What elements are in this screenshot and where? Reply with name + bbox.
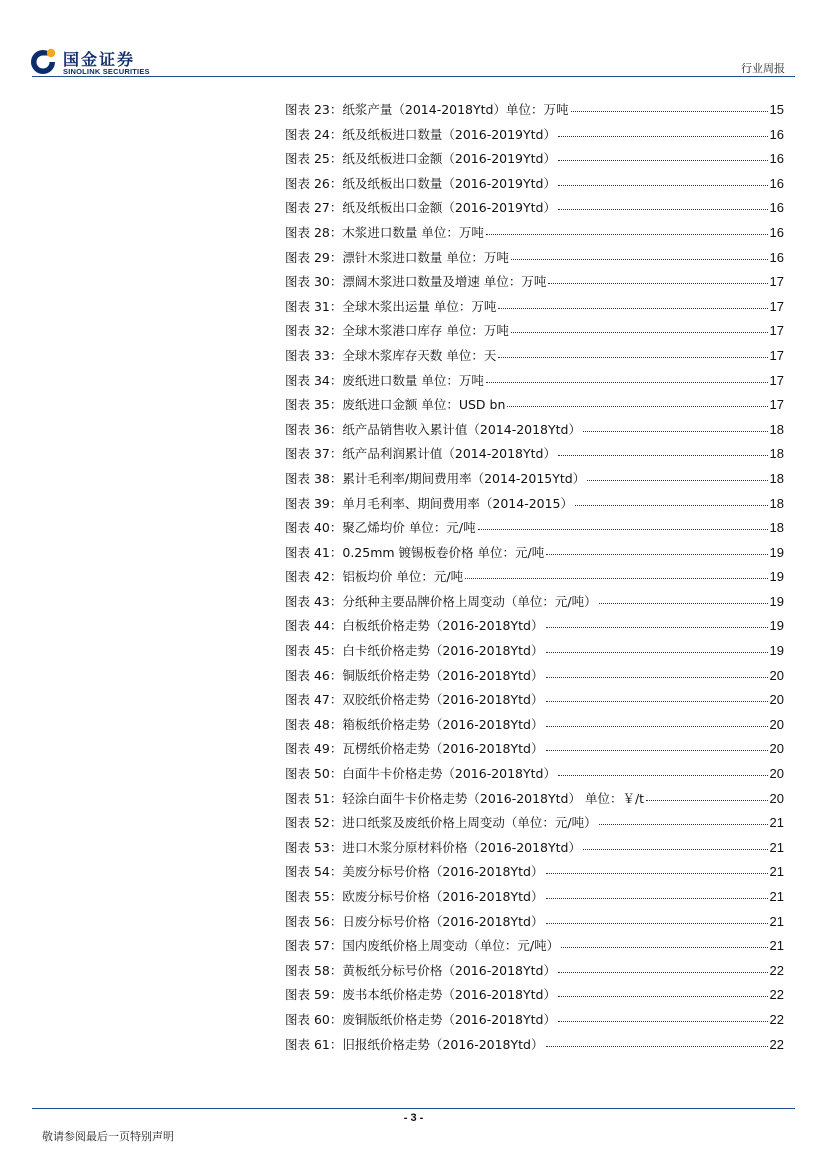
toc-entry-page: 16: [769, 126, 784, 142]
toc-entry-page: 18: [769, 495, 784, 511]
toc-dot-leader: [486, 223, 768, 235]
toc-entry-page: 19: [769, 569, 784, 585]
toc-entry[interactable]: [285, 862, 784, 887]
toc-dot-leader: [546, 739, 768, 751]
toc-entry[interactable]: [285, 346, 784, 371]
toc-entry-title: 图表 23：纸浆产量（2014-2018Ytd）单位：万吨: [285, 102, 569, 117]
toc-entry-title: 图表 28：木浆进口数量 单位：万吨: [285, 224, 484, 240]
toc-entry-title: 图表 51：轻涂白面牛卡价格走势（2016-2018Ytd） 单位：￥/t: [285, 790, 645, 806]
toc-dot-leader: [507, 395, 767, 407]
toc-entry-page: 20: [769, 741, 784, 757]
toc-dot-leader: [558, 1010, 768, 1022]
toc-entry[interactable]: [285, 248, 784, 273]
toc-entry-page: 19: [769, 618, 784, 634]
toc-dot-leader: [548, 272, 767, 284]
toc-entry-page: 21: [769, 815, 784, 831]
toc-entry-title: 图表 29：漂针木浆进口数量 单位：万吨: [285, 249, 509, 265]
toc-entry-title: 图表 26：纸及纸板出口数量（2016-2019Ytd）: [285, 175, 556, 191]
toc-dot-leader: [599, 592, 768, 604]
toc-entry-page: 19: [769, 544, 784, 560]
toc-entry[interactable]: [285, 641, 784, 666]
toc-entry[interactable]: [285, 395, 784, 420]
toc-entry-title: 图表 34：废纸进口数量 单位：万吨: [285, 372, 484, 388]
toc-entry-title: 图表 25：纸及纸板进口金额（2016-2019Ytd）: [285, 151, 556, 167]
toc-entry[interactable]: [285, 961, 784, 986]
toc-entry-title: 图表 54：美废分标号价格（2016-2018Ytd）: [285, 864, 544, 880]
toc-entry-title: 图表 37：纸产品利润累计值（2014-2018Ytd）: [285, 446, 556, 462]
toc-entry-title: 图表 47：双胶纸价格走势（2016-2018Ytd）: [285, 692, 544, 708]
toc-entry[interactable]: [285, 813, 784, 838]
toc-entry-page: 22: [769, 962, 784, 978]
toc-entry-title: 图表 57：国内废纸价格上周变动（单位：元/吨）: [285, 938, 560, 954]
toc-dot-leader: [465, 567, 767, 579]
toc-entry-page: 17: [769, 274, 784, 290]
toc-entry-title: 图表 60：废铜版纸价格走势（2016-2018Ytd）: [285, 1011, 556, 1027]
toc-entry-page: 17: [769, 347, 784, 363]
toc-entry-page: 18: [769, 470, 784, 486]
toc-entry-title: 图表 43：分纸种主要品牌价格上周变动（单位：元/吨）: [285, 593, 597, 609]
toc-entry-page: 21: [769, 913, 784, 929]
toc-dot-leader: [558, 961, 768, 973]
toc-entry-title: 图表 30：漂阔木浆进口数量及增速 单位：万吨: [285, 274, 547, 290]
toc-entry-page: 17: [769, 323, 784, 339]
toc-dot-leader: [561, 936, 767, 948]
toc-entry-page: 17: [769, 397, 784, 413]
toc-entry-title: 图表 36：纸产品销售收入累计值（2014-2018Ytd）: [285, 421, 581, 437]
toc-entry-title: 图表 52：进口纸浆及废纸价格上周变动（单位：元/吨）: [285, 815, 597, 831]
toc-entry-page: 22: [769, 987, 784, 1003]
table-of-figures: [285, 100, 784, 1059]
toc-entry-page: 21: [769, 889, 784, 904]
toc-entry[interactable]: [285, 739, 784, 764]
toc-entry-page: 16: [769, 175, 784, 191]
toc-entry-page: 16: [769, 151, 784, 167]
toc-entry[interactable]: [285, 912, 784, 937]
toc-dot-leader: [546, 690, 768, 702]
toc-entry[interactable]: [285, 666, 784, 691]
toc-entry-page: 19: [769, 643, 784, 659]
toc-dot-leader: [546, 887, 768, 899]
logo-english-name: SINOLINK SECURITIES: [63, 67, 150, 76]
toc-entry-page: 20: [769, 667, 784, 683]
header-divider: [32, 76, 795, 77]
toc-dot-leader: [587, 469, 767, 481]
toc-entry[interactable]: [285, 518, 784, 543]
toc-entry-title: 图表 61：旧报纸价格走势（2016-2018Ytd）: [285, 1036, 544, 1052]
logo-chinese-name: 国金证券: [63, 50, 136, 69]
toc-entry-title: 图表 56：日废分标号价格（2016-2018Ytd）: [285, 913, 544, 929]
toc-entry[interactable]: [285, 149, 784, 174]
toc-entry-title: 图表 58：黄板纸分标号价格（2016-2018Ytd）: [285, 962, 556, 978]
toc-dot-leader: [558, 125, 768, 137]
toc-entry[interactable]: [285, 420, 784, 445]
toc-dot-leader: [486, 371, 768, 383]
toc-dot-leader: [511, 248, 768, 260]
toc-dot-leader: [546, 912, 768, 924]
toc-entry-page: 16: [769, 224, 784, 240]
toc-entry-title: 图表 50：白面牛卡价格走势（2016-2018Ytd）: [285, 766, 556, 782]
report-type-label: 行业周报: [741, 62, 785, 75]
toc-entry-page: 17: [769, 298, 784, 314]
toc-entry-title: 图表 27：纸及纸板出口金额（2016-2019Ytd）: [285, 200, 556, 216]
toc-dot-leader: [558, 174, 768, 186]
disclaimer-note: 敬请参阅最后一页特别声明: [42, 1130, 174, 1143]
toc-dot-leader: [558, 198, 768, 210]
toc-dot-leader: [599, 813, 768, 825]
toc-entry[interactable]: [285, 1010, 784, 1035]
toc-entry[interactable]: [285, 567, 784, 592]
toc-dot-leader: [575, 494, 768, 506]
toc-entry-page: 21: [769, 839, 784, 855]
toc-entry-page: 20: [769, 766, 784, 782]
toc-dot-leader: [558, 764, 768, 776]
toc-entry-title: 图表 40：聚乙烯均价 单位：元/吨: [285, 520, 476, 536]
toc-entry-title: 图表 31：全球木浆出运量 单位：万吨: [285, 298, 497, 314]
toc-entry[interactable]: [285, 297, 784, 322]
toc-dot-leader: [546, 616, 768, 628]
toc-entry-title: 图表 38：累计毛利率/期间费用率（2014-2015Ytd）: [285, 470, 586, 486]
toc-dot-leader: [583, 420, 768, 432]
toc-entry-page: 18: [769, 421, 784, 437]
toc-entry-title: 图表 59：废书本纸价格走势（2016-2018Ytd）: [285, 987, 556, 1003]
toc-entry-title: 图表 46：铜版纸价格走势（2016-2018Ytd）: [285, 667, 544, 683]
page-number: - 3 -: [403, 1112, 424, 1124]
toc-entry-page: 18: [769, 520, 784, 536]
toc-entry[interactable]: [285, 887, 784, 912]
toc-entry-page: 22: [769, 1011, 784, 1027]
page-header: [0, 0, 827, 80]
toc-entry-page: 22: [769, 1036, 784, 1052]
toc-entry-page: 20: [769, 716, 784, 732]
toc-dot-leader: [558, 149, 768, 161]
toc-entry-title: 图表 53：进口木浆分原材料价格（2016-2018Ytd）: [285, 839, 581, 855]
toc-entry-title: 图表 39：单月毛利率、期间费用率（2014-2015）: [285, 495, 574, 511]
toc-entry[interactable]: [285, 543, 784, 568]
toc-entry[interactable]: [285, 494, 784, 519]
toc-entry[interactable]: [285, 764, 784, 789]
toc-entry-title: 图表 42：铝板均价 单位：元/吨: [285, 569, 464, 585]
toc-entry[interactable]: [285, 125, 784, 150]
toc-dot-leader: [546, 862, 768, 874]
toc-entry[interactable]: [285, 690, 784, 715]
toc-entry[interactable]: [285, 223, 784, 248]
toc-entry[interactable]: [285, 444, 784, 469]
toc-dot-leader: [583, 838, 768, 850]
toc-entry[interactable]: [285, 715, 784, 740]
toc-entry[interactable]: [285, 1035, 784, 1060]
toc-entry-title: 图表 44：白板纸价格走势（2016-2018Ytd）: [285, 618, 544, 634]
toc-entry-page: 18: [769, 446, 784, 462]
toc-dot-leader: [646, 789, 767, 801]
sinolink-logo-icon: [30, 47, 58, 75]
toc-entry[interactable]: [285, 100, 784, 125]
toc-dot-leader: [498, 297, 767, 309]
toc-entry-page: 21: [769, 864, 784, 880]
toc-dot-leader: [546, 1035, 768, 1047]
toc-entry-title: 图表 48：箱板纸价格走势（2016-2018Ytd）: [285, 716, 544, 732]
toc-entry[interactable]: [285, 371, 784, 396]
toc-entry-title: 图表 33：全球木浆库存天数 单位：天: [285, 347, 497, 363]
toc-entry-title: 图表 32：全球木浆港口库存 单位：万吨: [285, 323, 509, 339]
toc-entry-title: 图表 49：瓦楞纸价格走势（2016-2018Ytd）: [285, 741, 544, 757]
toc-entry[interactable]: [285, 469, 784, 494]
toc-entry[interactable]: [285, 198, 784, 223]
toc-entry-title: 图表 24：纸及纸板进口数量（2016-2019Ytd）: [285, 126, 556, 142]
footer-divider: [32, 1108, 795, 1109]
toc-entry-title: 图表 35：废纸进口金额 单位：USD bn: [285, 397, 506, 413]
toc-entry[interactable]: [285, 936, 784, 961]
toc-dot-leader: [498, 346, 767, 358]
toc-dot-leader: [558, 444, 768, 456]
toc-entry-title: 图表 45：白卡纸价格走势（2016-2018Ytd）: [285, 643, 544, 659]
toc-dot-leader: [558, 985, 768, 997]
toc-dot-leader: [546, 543, 767, 555]
toc-dot-leader: [546, 715, 768, 727]
toc-entry-page: 21: [769, 938, 784, 954]
toc-entry-title: 图表 55：欧废分标号价格（2016-2018Ytd）: [285, 889, 544, 904]
toc-entry-page: 19: [769, 593, 784, 609]
toc-dot-leader: [571, 100, 768, 112]
toc-entry-page: 20: [769, 692, 784, 708]
toc-entry[interactable]: [285, 985, 784, 1010]
toc-entry[interactable]: [285, 592, 784, 617]
toc-entry-title: 图表 41：0.25mm 镀锡板卷价格 单位：元/吨: [285, 544, 545, 560]
toc-entry[interactable]: [285, 616, 784, 641]
toc-entry-page: 20: [769, 790, 784, 806]
toc-dot-leader: [478, 518, 768, 530]
toc-dot-leader: [546, 666, 768, 678]
toc-entry-page: 16: [769, 249, 784, 265]
toc-entry[interactable]: [285, 789, 784, 814]
toc-dot-leader: [546, 641, 768, 653]
toc-entry-page: 15: [769, 102, 784, 117]
toc-entry-page: 16: [769, 200, 784, 216]
toc-entry[interactable]: [285, 272, 784, 297]
toc-dot-leader: [511, 321, 768, 333]
toc-entry[interactable]: [285, 174, 784, 199]
toc-entry[interactable]: [285, 321, 784, 346]
toc-entry-page: 17: [769, 372, 784, 388]
toc-entry[interactable]: [285, 838, 784, 863]
